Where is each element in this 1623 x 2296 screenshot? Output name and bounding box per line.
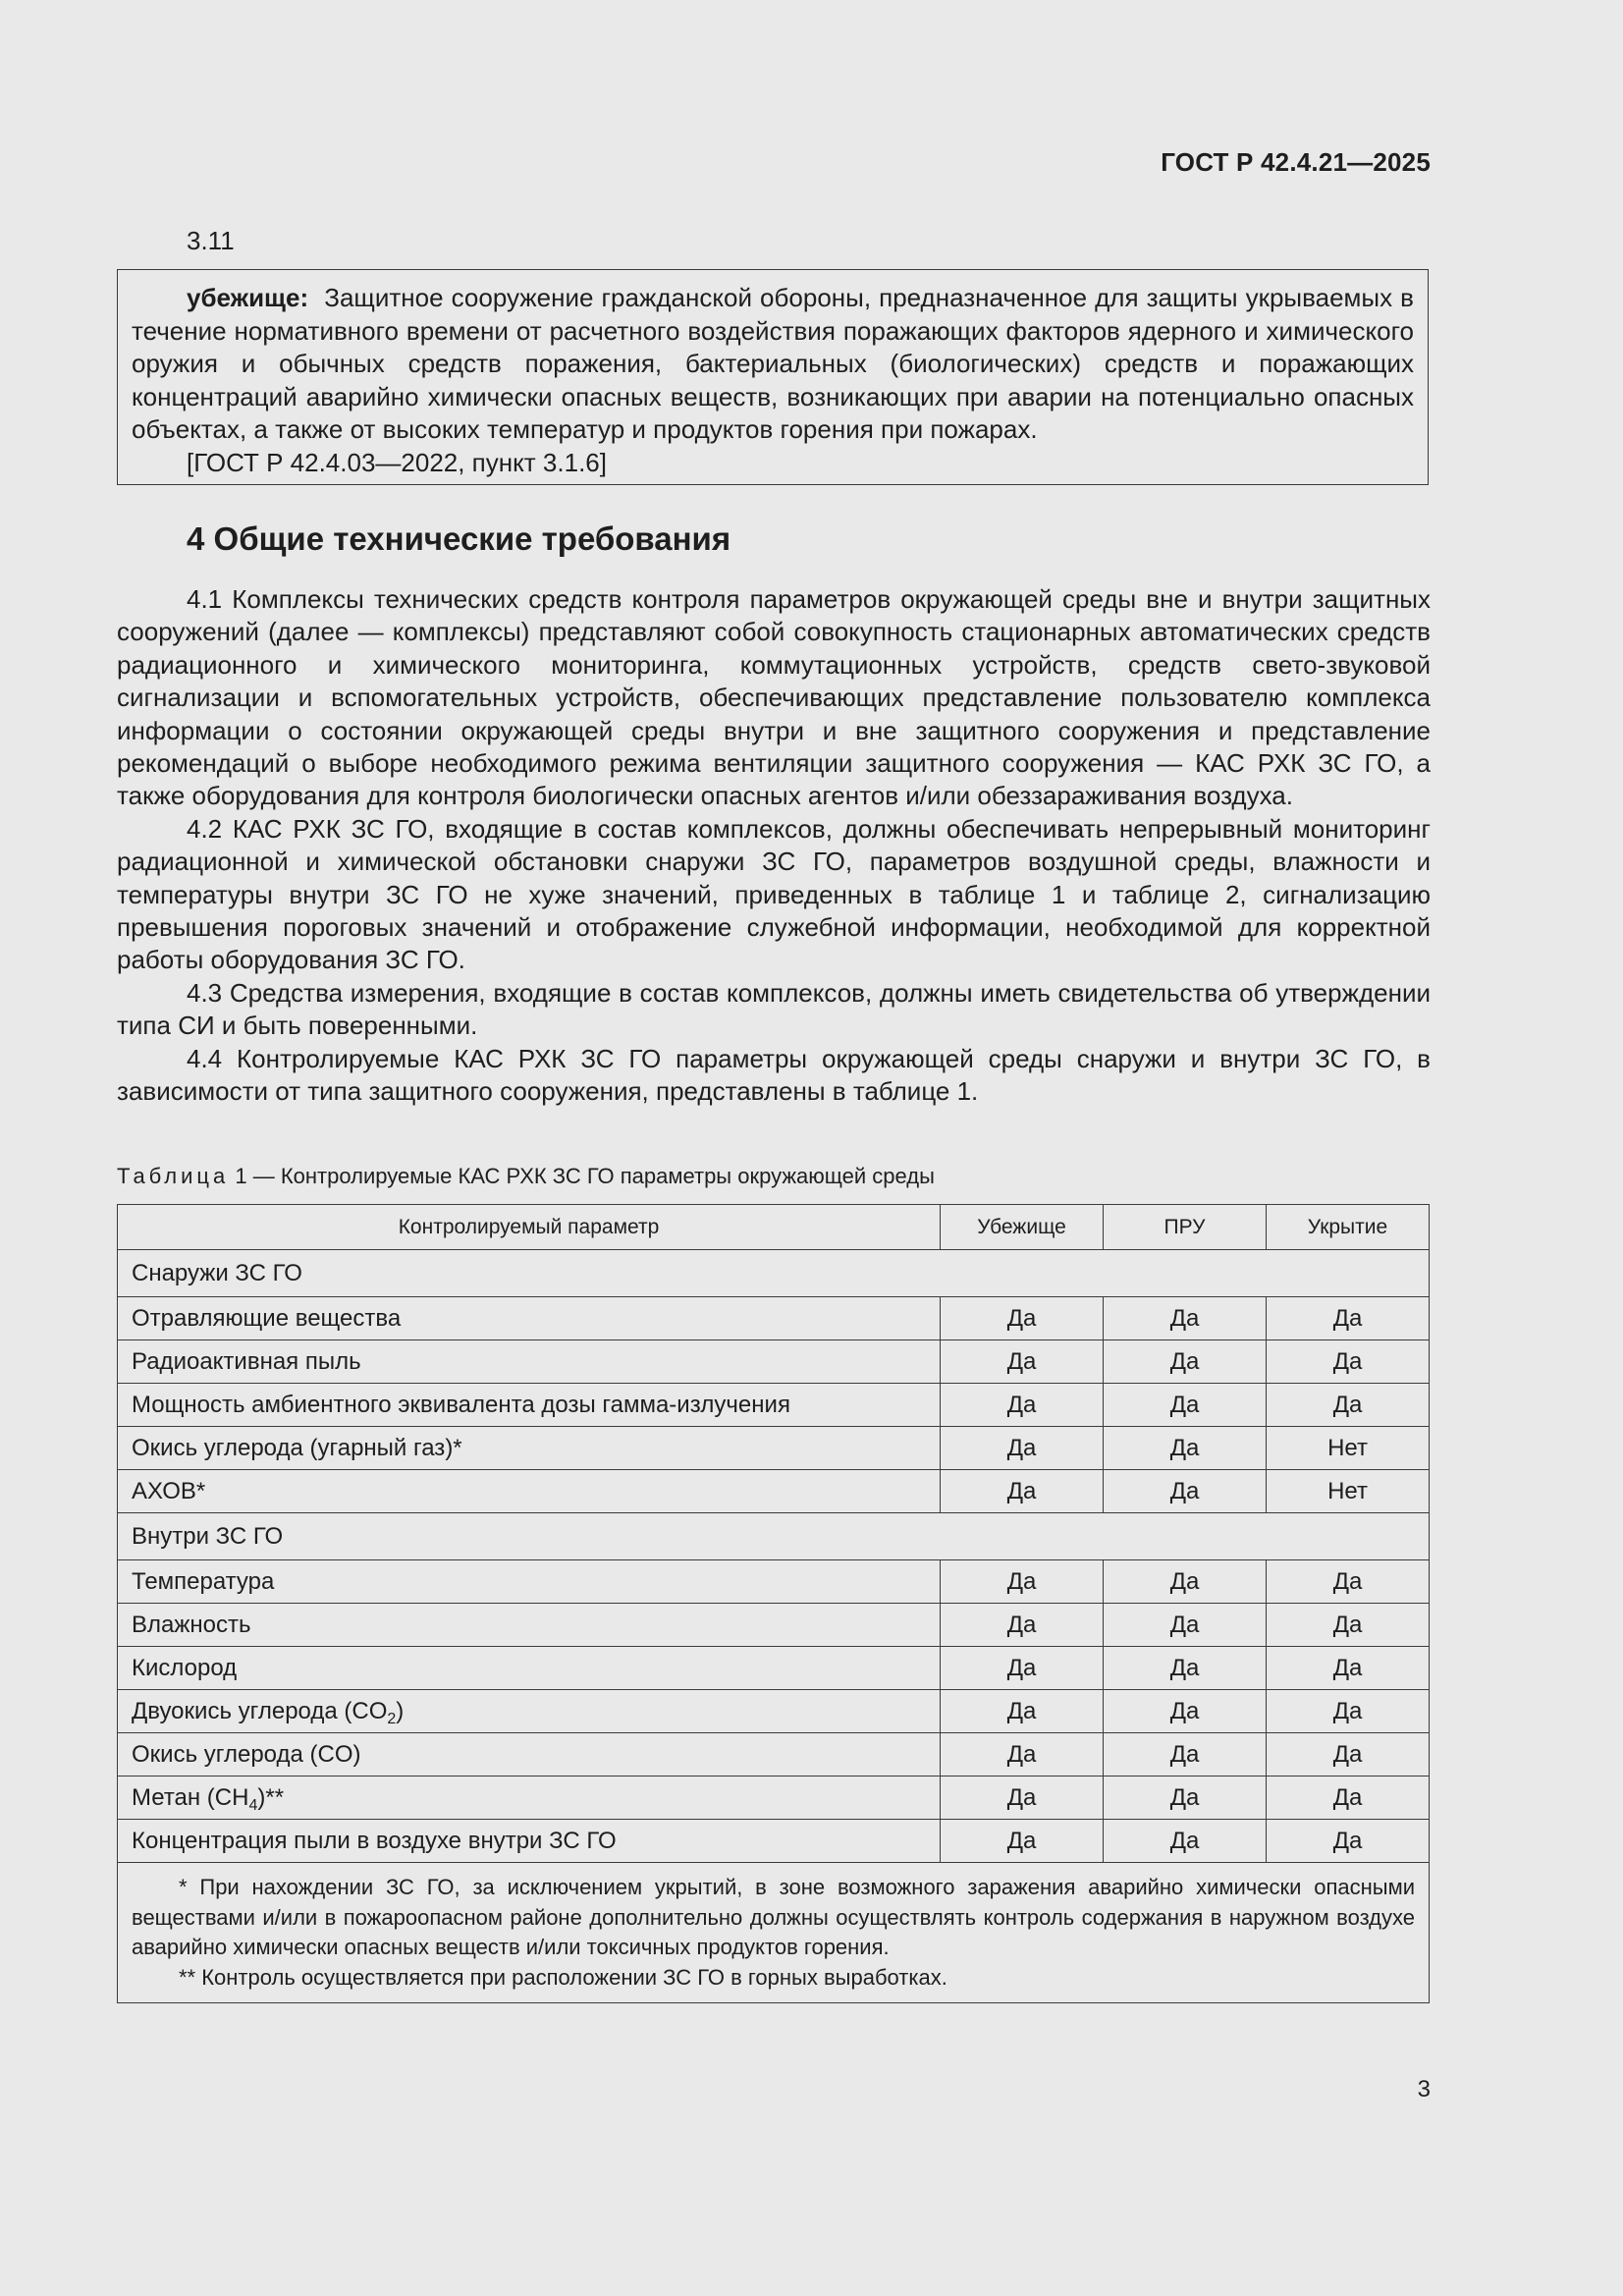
header-shelter: Убежище (941, 1205, 1104, 1250)
value-cell: Да (1104, 1560, 1267, 1604)
param-cell: Концентрация пыли в воздухе внутри ЗС ГО (118, 1820, 941, 1863)
value-cell: Да (1267, 1560, 1430, 1604)
value-cell: Да (1104, 1777, 1267, 1820)
table-row (118, 1470, 1430, 1513)
header-cover: Укрытие (1267, 1205, 1430, 1250)
value-cell: Да (1267, 1647, 1430, 1690)
value-cell: Да (941, 1560, 1104, 1604)
term-definition-text: Защитное сооружение гражданской обороны, предназначенное для защиты укрываемых в течение нормативного времени от расчетного воздействия поражающих факторов ядерного и химического оружия и обычных средств поражения, бактериальных (биологических) средств и поражающих концентраций аварийно химически опасных веществ, возникающих при аварии на потенциально опасных объектах, а также от высоких температур и продуктов горения при пожарах. (132, 283, 1414, 444)
table-row (118, 1733, 1430, 1777)
value-cell: Да (941, 1340, 1104, 1384)
table-row (118, 1340, 1430, 1384)
header-parameter: Контролируемый параметр (118, 1205, 941, 1250)
value-cell: Да (1104, 1427, 1267, 1470)
section-body (117, 583, 1431, 1109)
value-cell: Да (1267, 1820, 1430, 1863)
param-cell: Мощность амбиентного эквивалента дозы гамма-излучения (118, 1384, 941, 1427)
value-cell: Да (1104, 1470, 1267, 1513)
value-cell: Нет (1267, 1470, 1430, 1513)
value-cell: Да (941, 1690, 1104, 1733)
param-cell: Окись углерода (CO) (118, 1733, 941, 1777)
table-row (118, 1647, 1430, 1690)
group-label: Внутри ЗС ГО (118, 1513, 1430, 1560)
value-cell: Да (1104, 1297, 1267, 1340)
value-cell: Нет (1267, 1427, 1430, 1470)
group-label: Снаружи ЗС ГО (118, 1250, 1430, 1297)
subscript: 4 (248, 1796, 258, 1814)
value-cell: Да (941, 1470, 1104, 1513)
table-row (118, 1384, 1430, 1427)
table-row (118, 1820, 1430, 1863)
param-cell: Влажность (118, 1604, 941, 1647)
term-number: 3.11 (187, 226, 235, 255)
value-cell: Да (1104, 1690, 1267, 1733)
header-pru: ПРУ (1104, 1205, 1267, 1250)
table-row (118, 1560, 1430, 1604)
value-cell: Да (1267, 1733, 1430, 1777)
param-cell: Окись углерода (угарный газ)* (118, 1427, 941, 1470)
parameters-table (117, 1204, 1430, 2003)
value-cell: Да (1104, 1820, 1267, 1863)
value-cell: Да (1267, 1690, 1430, 1733)
value-cell: Да (941, 1777, 1104, 1820)
table-row (118, 1427, 1430, 1470)
table-row (118, 1777, 1430, 1820)
value-cell: Да (941, 1384, 1104, 1427)
value-cell: Да (1104, 1733, 1267, 1777)
value-cell: Да (1104, 1604, 1267, 1647)
term-reference: [ГОСТ Р 42.4.03—2022, пункт 3.1.6] (187, 447, 607, 477)
value-cell: Да (1104, 1384, 1267, 1427)
param-cell: Температура (118, 1560, 941, 1604)
footnote-2: ** Контроль осуществляется при расположении ЗС ГО в горных выработках. (179, 1964, 947, 1990)
value-cell: Да (941, 1820, 1104, 1863)
footnote-1: * При нахождении ЗС ГО, за исключением укрытий, в зоне возможного заражения аварийно химически опасными веществами и/или в пожароопасном районе дополнительно должны осуществлять контроль содержания в наружном воздухе аварийно химически опасных веществ и/или токсичных продуктов горения. (132, 1875, 1415, 1959)
subscript: 2 (387, 1710, 397, 1727)
table-header-row (118, 1205, 1430, 1250)
param-text: Метан (CH (132, 1783, 249, 1811)
param-cell: Кислород (118, 1647, 941, 1690)
param-cell: АХОВ* (118, 1470, 941, 1513)
value-cell: Да (1104, 1647, 1267, 1690)
value-cell: Да (1267, 1604, 1430, 1647)
value-cell: Да (1104, 1340, 1267, 1384)
value-cell: Да (1267, 1384, 1430, 1427)
param-text: Двуокись углерода (CO (132, 1697, 388, 1724)
param-text-tail: ) (396, 1697, 405, 1724)
page-number: 3 (1417, 2076, 1431, 2103)
table-row (118, 1297, 1430, 1340)
param-text-tail: )** (257, 1783, 285, 1811)
value-cell: Да (941, 1733, 1104, 1777)
paragraph-4-3: 4.3 Средства измерения, входящие в состав комплексов, должны иметь свидетельства об утверждении типа СИ и быть поверенными. (117, 977, 1431, 1041)
group-row-outside (118, 1250, 1430, 1297)
param-cell: Отравляющие вещества (118, 1297, 941, 1340)
paragraph-4-4: 4.4 Контролируемые КАС РХК ЗС ГО параметры окружающей среды снаружи и внутри ЗС ГО, в зависимости от типа защитного сооружения, представлены в таблице 1. (117, 1043, 1431, 1107)
value-cell: Да (1267, 1340, 1430, 1384)
param-cell (118, 1777, 941, 1820)
param-cell (118, 1690, 941, 1733)
value-cell: Да (941, 1297, 1104, 1340)
notes-row (118, 1863, 1430, 2003)
term-definition-box (117, 269, 1429, 485)
document-code-header: ГОСТ Р 42.4.21—2025 (1161, 147, 1431, 177)
table-notes (118, 1863, 1430, 2003)
value-cell: Да (941, 1604, 1104, 1647)
paragraph-4-2: 4.2 КАС РХК ЗС ГО, входящие в состав комплексов, должны обеспечивать непрерывный мониторинг радиационной и химической обстановки снаружи ЗС ГО, параметров воздушной среды, влажности и температуры внутри ЗС ГО не хуже значений, приведенных в таблице 1 и таблице 2, сигнализацию превышения пороговых значений и отображение служебной информации, необходимой для корректной работы оборудования ЗС ГО. (117, 813, 1431, 975)
param-cell: Радиоактивная пыль (118, 1340, 941, 1384)
value-cell: Да (1267, 1297, 1430, 1340)
value-cell: Да (1267, 1777, 1430, 1820)
term-definition (132, 282, 1414, 447)
table-caption (117, 1164, 935, 1189)
table-caption-text: 1 — Контролируемые КАС РХК ЗС ГО параметры окружающей среды (235, 1164, 935, 1188)
table-row (118, 1604, 1430, 1647)
value-cell: Да (941, 1647, 1104, 1690)
term-word: убежище: (187, 283, 309, 312)
table-caption-label: Таблица (117, 1164, 230, 1188)
table-row (118, 1690, 1430, 1733)
value-cell: Да (941, 1427, 1104, 1470)
section-title: 4 Общие технические требования (187, 520, 731, 557)
paragraph-4-1: 4.1 Комплексы технических средств контроля параметров окружающей среды вне и внутри защитных сооружений (далее — комплексы) представляют собой совокупность стационарных автоматических средств радиационного и химического мониторинга, коммутационных устройств, средств свето-звуковой сигнализации и вспомогательных устройств, обеспечивающих представление пользователю комплекса информации о состоянии окружающей среды внутри и вне защитного сооружения и представление рекомендаций о выборе необходимого режима вентиляции защитного сооружения — КАС РХК ЗС ГО, а также оборудования для контроля биологически опасных агентов и/или обеззараживания воздуха. (117, 584, 1431, 811)
group-row-inside (118, 1513, 1430, 1560)
